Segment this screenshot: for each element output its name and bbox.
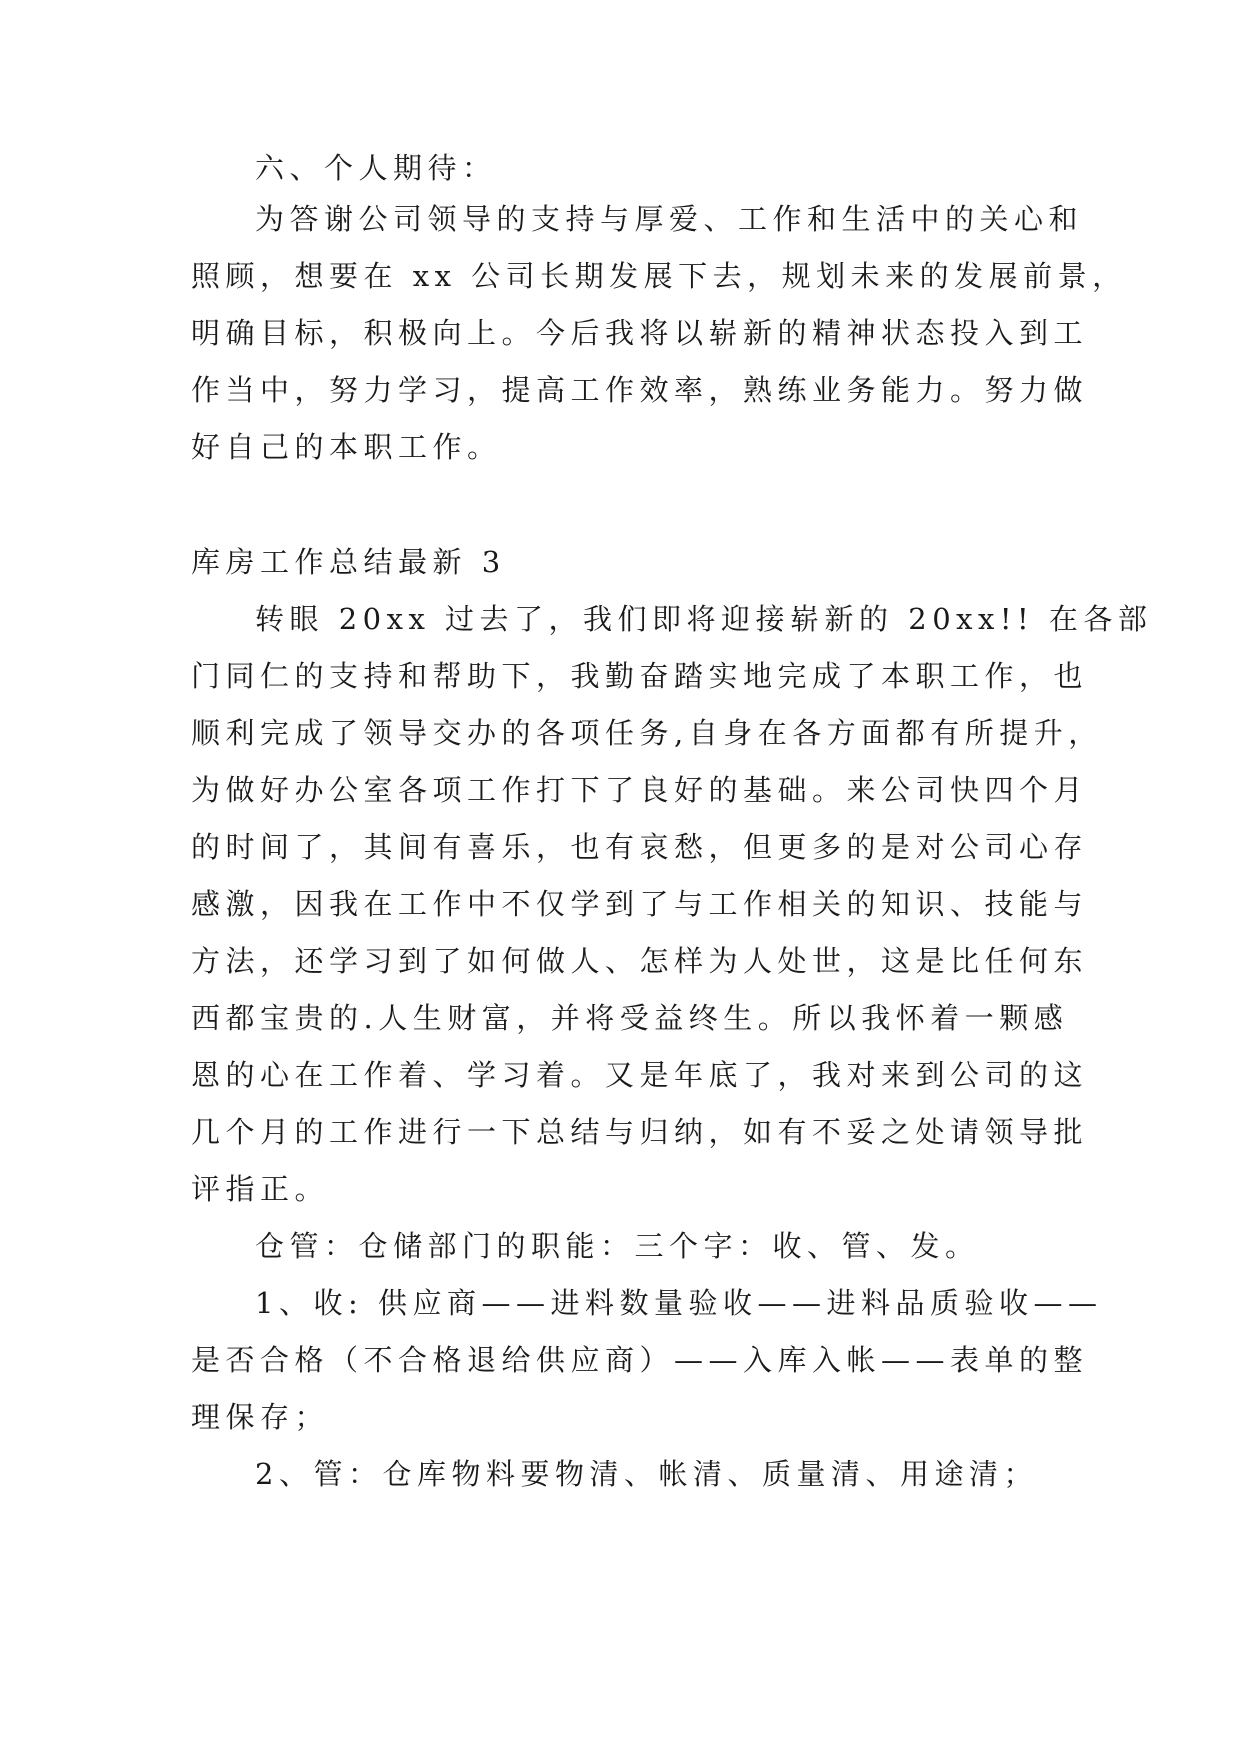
paragraph-line: 照顾，想要在 xx 公司长期发展下去，规划未来的发展前景， (191, 259, 1127, 293)
paragraph-line: 几个月的工作进行一下总结与归纳，如有不妥之处请领导批 (191, 1115, 1089, 1149)
paragraph-line: 为答谢公司领导的支持与厚爱、工作和生活中的关心和 (255, 202, 1084, 236)
paragraph-line: 的时间了，其间有喜乐，也有哀愁，但更多的是对公司心存 (191, 830, 1089, 864)
section-heading: 六、个人期待： (255, 151, 497, 185)
paragraph-line: 明确目标，积极向上。今后我将以崭新的精神状态投入到工 (191, 316, 1089, 350)
paragraph-line: 为做好办公室各项工作打下了良好的基础。来公司快四个月 (191, 773, 1089, 807)
paragraph-line: 评指正。 (191, 1172, 330, 1206)
paragraph-line: 西都宝贵的.人生财富，并将受益终生。所以我怀着一颗感 (191, 1001, 1069, 1035)
paragraph-line: 门同仁的支持和帮助下，我勤奋踏实地完成了本职工作，也 (191, 659, 1089, 693)
list-item-line: 理保存； (191, 1400, 330, 1434)
paragraph-line: 仓管：仓储部门的职能：三个字：收、管、发。 (255, 1229, 980, 1263)
article-title: 库房工作总结最新 3 (191, 545, 506, 579)
paragraph-line: 恩的心在工作着、学习着。又是年底了，我对来到公司的这 (191, 1058, 1089, 1092)
paragraph-line: 方法，还学习到了如何做人、怎样为人处世，这是比任何东 (191, 944, 1089, 978)
paragraph-line: 转眼 20xx 过去了，我们即将迎接崭新的 20xx!! 在各部 (255, 602, 1153, 636)
list-item-line: 2、管：仓库物料要物清、帐清、质量清、用途清； (255, 1457, 1038, 1491)
list-item-line: 是否合格（不合格退给供应商）——入库入帐——表单的整 (191, 1343, 1089, 1377)
paragraph-line: 作当中，努力学习，提高工作效率，熟练业务能力。努力做 (191, 373, 1089, 407)
paragraph-line: 顺利完成了领导交办的各项任务,自身在各方面都有所提升， (191, 716, 1103, 750)
paragraph-line: 感激，因我在工作中不仅学到了与工作相关的知识、技能与 (191, 887, 1089, 921)
list-item-line: 1、收: 供应商——进料数量验收——进料品质验收—— (255, 1286, 1103, 1320)
paragraph-line: 好自己的本职工作。 (191, 430, 502, 464)
